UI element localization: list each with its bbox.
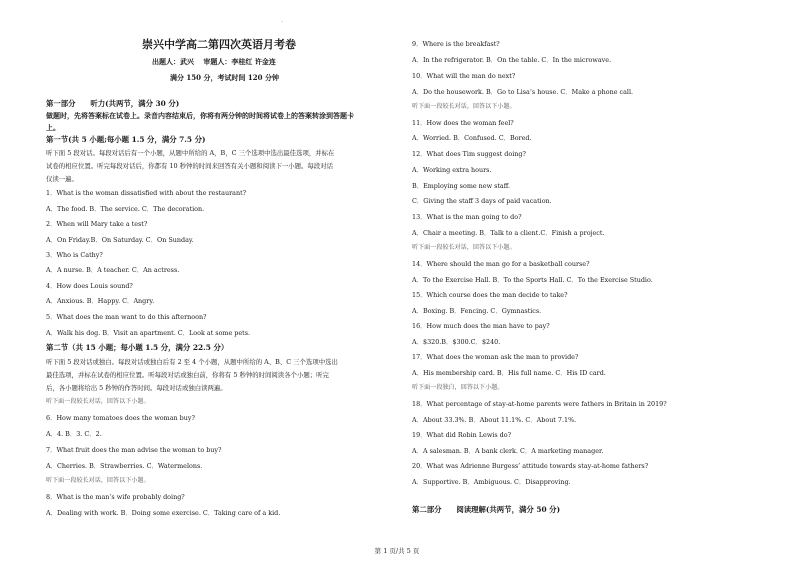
question-19: 19．What did Robin Lewis do? bbox=[412, 431, 512, 439]
question-18: 18．What percentage of stay-at-home parents were fathers in Britain in 2019? bbox=[412, 400, 667, 408]
listening-note: 听下面一段较长对话，回答以下小题。 bbox=[412, 103, 516, 110]
question-1: 1．What is the woman dissatisfied with about the restaurant? bbox=[46, 189, 247, 197]
listening-note: 听下面一段较长对话，回答以下小题。 bbox=[46, 398, 150, 405]
section1-directions: 听下面 5 段对话。每段对话后有一个小题，从题中所给的 A，B，C 三个选项中选出最佳选项，并标在 bbox=[46, 149, 335, 157]
question-6: 6．How many tomatoes does the woman buy? bbox=[46, 414, 195, 422]
question-16: 16．How much does the man have to pay? bbox=[412, 322, 550, 330]
question-7: 7．What fruit does the man advise the woman to buy? bbox=[46, 446, 222, 454]
question-2: 2．When will Mary take a test? bbox=[46, 220, 148, 228]
section2-directions: 后，各小题将给出 5 秒钟的作答时间。每段对话或独白读两遍。 bbox=[46, 384, 227, 392]
question-19-options: A．A salesman. B．A bank clerk. C．A marketing manager. bbox=[412, 447, 604, 455]
question-3-options: A．A nurse. B．A teacher. C．An actress. bbox=[46, 266, 180, 274]
question-9: 9．Where is the breakfast? bbox=[412, 40, 500, 48]
question-13: 13．What is the man going to do? bbox=[412, 213, 522, 221]
question-12-option-a: A．Working extra hours. bbox=[412, 166, 492, 174]
question-14-options: A．To the Exercise Hall. B．To the Sports Hall. C．To the Exercise Studio. bbox=[412, 276, 653, 284]
question-14: 14．Where should the man go for a basketball course? bbox=[412, 260, 590, 268]
exam-meta: 满分 150 分，考试时间 120 分钟 bbox=[170, 73, 279, 82]
part1-instruction-cont: 上。 bbox=[46, 123, 60, 132]
page-number: 第 1 页/共 5 页 bbox=[374, 547, 420, 555]
exam-title: 崇兴中学高二第四次英语月考卷 bbox=[142, 38, 296, 51]
question-10: 10．What will the man do next? bbox=[412, 72, 516, 80]
question-20: 20．What was Adrienne Burgess’ attitude towards stay-at-home fathers? bbox=[412, 462, 649, 470]
question-6-options: A．4. B．3. C．2. bbox=[46, 430, 102, 438]
listening-note: 听下面一段较长对话，回答以下小题。 bbox=[412, 244, 516, 251]
section2-directions: 最佳选项，并标在试卷的相应位置。听每段对话或独白前，你将有 5 秒钟的时间阅读各个小题；听完 bbox=[46, 371, 329, 379]
question-3: 3．Who is Cathy? bbox=[46, 251, 103, 259]
question-15: 15．Which course does the man decide to take? bbox=[412, 291, 568, 299]
question-9-options: A．In the refrigerator. B．On the table. C．In the microwave. bbox=[412, 56, 612, 64]
question-4: 4．How does Louis sound? bbox=[46, 282, 133, 290]
question-12-option-c: C．Giving the staff 3 days of paid vacation. bbox=[412, 197, 552, 205]
question-1-options: A．The food. B．The service. C．The decoration. bbox=[46, 205, 205, 213]
question-17: 17．What does the woman ask the man to provide? bbox=[412, 353, 579, 361]
question-8-options: A．Dealing with work. B．Doing some exercise. C．Taking care of a kid. bbox=[46, 509, 281, 517]
question-5: 5．What does the man want to do this afternoon? bbox=[46, 313, 207, 321]
section2-directions: 听下面 5 段对话或独白。每段对话或独白后有 2 至 4 个小题，从题中所给的 A、B、C 三个选项中选出 bbox=[46, 358, 338, 366]
question-11-options: A．Worried. B．Confused. C．Bored. bbox=[412, 134, 532, 142]
question-16-options: A．$320.B．$300.C．$240. bbox=[412, 338, 501, 346]
question-17-options: A．His membership card. B．His full name. C．His ID card. bbox=[412, 369, 606, 377]
authors-line: 出题人：武兴 审题人：李桂红 许金连 bbox=[152, 57, 276, 66]
question-12: 12．What does Tim suggest doing? bbox=[412, 150, 526, 158]
question-2-options: A．On Friday.B．On Saturday. C．On Sunday. bbox=[46, 236, 194, 244]
section1-directions: 仅读一遍。 bbox=[46, 175, 78, 183]
question-13-options: A．Chair a meeting. B．Talk to a client.C．Finish a project. bbox=[412, 229, 605, 237]
section1-heading: 第一节(共 5 小题;每小题 1.5 分，满分 7.5 分) bbox=[46, 135, 206, 144]
listening-note: 听下面一段独白，回答以下小题。 bbox=[412, 384, 504, 391]
part1-instruction: 做题时，先将答案标在试卷上。录音内容结束后，你将有两分钟的时间将试卷上的答案转涂到答题卡 bbox=[46, 111, 354, 120]
listening-note: 听下面一段较长对话，回答以下小题。 bbox=[46, 477, 150, 484]
part1-heading: 第一部分 听力(共两节，满分 30 分) bbox=[46, 99, 180, 108]
dot-mark: . bbox=[281, 17, 283, 24]
question-4-options: A．Anxious. B．Happy. C．Angry. bbox=[46, 297, 155, 305]
question-12-option-b: B．Employing some new staff. bbox=[412, 182, 511, 190]
question-5-options: A．Walk his dog. B．Visit an apartment. C．Look at some pets. bbox=[46, 329, 251, 337]
section1-directions: 试卷的相应位置。听完每段对话后，你都有 10 秒钟的时间来回答有关小题和阅读下一小题。每段对话 bbox=[46, 162, 333, 170]
question-15-options: A．Boxing. B．Fencing. C．Gymnastics. bbox=[412, 307, 542, 315]
question-7-options: A．Cherries. B．Strawberries. C．Watermelons. bbox=[46, 462, 203, 470]
question-10-options: A．Do the housework. B．Go to Lisa’s house. C．Make a phone call. bbox=[412, 88, 634, 96]
question-8: 8．What is the man’s wife probably doing? bbox=[46, 493, 185, 501]
section2-heading: 第二节（共 15 小题；每小题 1.5 分，满分 22.5 分） bbox=[46, 343, 229, 352]
question-18-options: A．About 33.3%. B．About 11.1%. C．About 7.1%. bbox=[412, 416, 577, 424]
question-11: 11．How does the woman feel? bbox=[412, 119, 514, 127]
question-20-options: A．Supportive. B．Ambiguous. C．Disapproving. bbox=[412, 478, 571, 486]
part2-heading: 第二部分 阅读理解(共两节，满分 50 分) bbox=[412, 505, 561, 514]
